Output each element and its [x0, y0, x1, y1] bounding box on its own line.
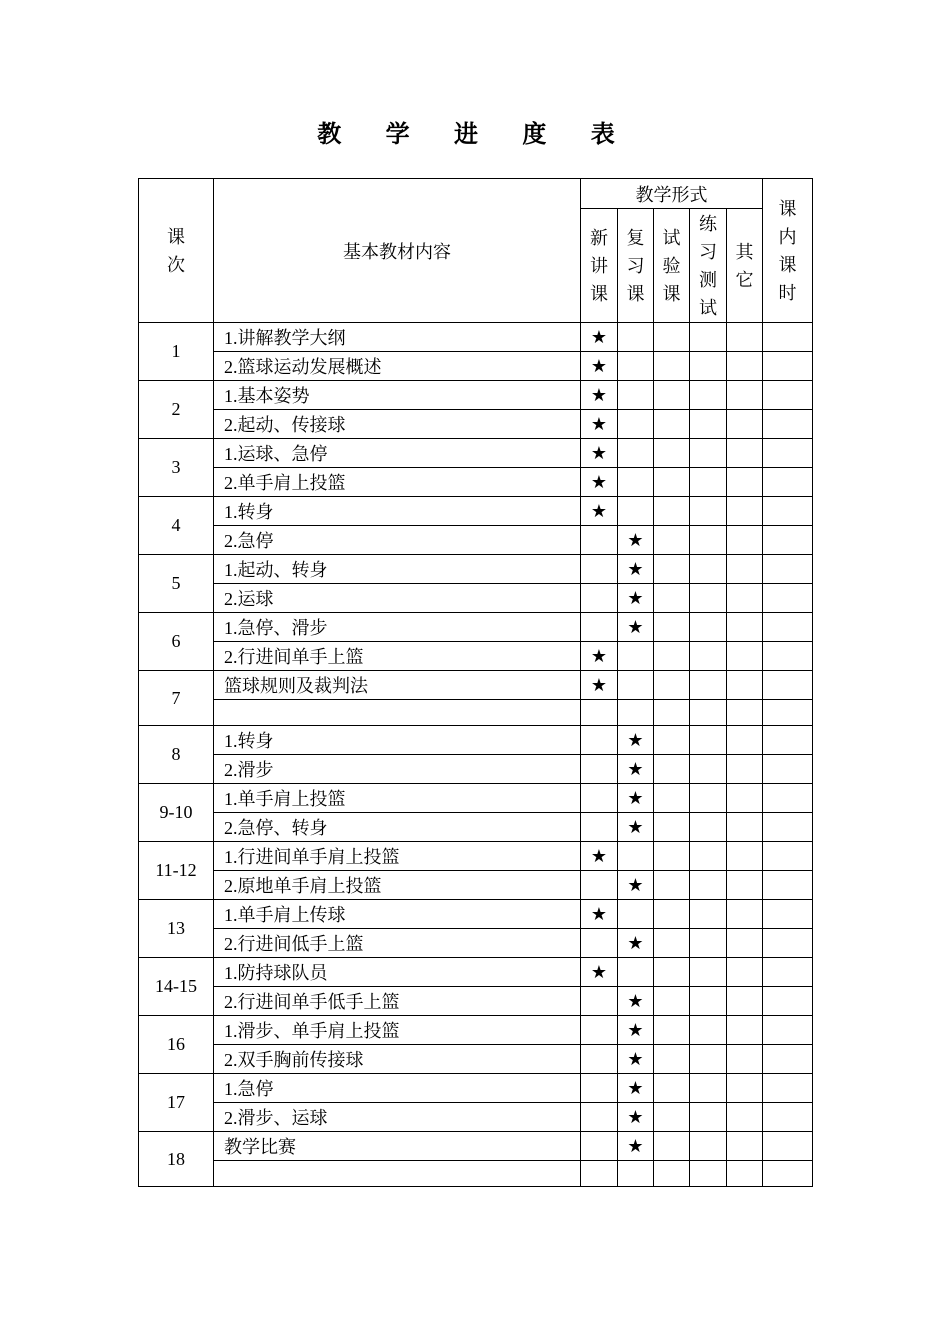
form-cell	[581, 726, 618, 755]
form-cell	[581, 784, 618, 813]
form-cell	[727, 784, 763, 813]
form-cell	[727, 987, 763, 1016]
form-cell	[727, 842, 763, 871]
table-row	[139, 842, 813, 871]
hours-cell	[763, 497, 813, 526]
star-mark-icon: ★	[581, 439, 618, 468]
lesson-content: 2.原地单手肩上投篮	[214, 871, 581, 900]
hours-cell	[763, 929, 813, 958]
form-cell	[690, 700, 727, 726]
form-cell	[618, 323, 654, 352]
form-cell	[727, 613, 763, 642]
form-cell	[654, 613, 690, 642]
hours-cell	[763, 958, 813, 987]
form-cell	[690, 1016, 727, 1045]
form-cell	[581, 1074, 618, 1103]
form-cell	[690, 468, 727, 497]
form-cell	[654, 381, 690, 410]
lesson-number: 1	[139, 323, 214, 381]
table-row	[139, 410, 813, 439]
hours-cell	[763, 987, 813, 1016]
star-mark-icon: ★	[581, 671, 618, 700]
star-mark-icon: ★	[618, 1103, 654, 1132]
lesson-number: 3	[139, 439, 214, 497]
star-mark-icon: ★	[618, 871, 654, 900]
hours-cell	[763, 613, 813, 642]
form-cell	[690, 755, 727, 784]
lesson-number: 6	[139, 613, 214, 671]
form-cell	[727, 726, 763, 755]
hours-cell	[763, 555, 813, 584]
lesson-content: 2.双手胸前传接球	[214, 1045, 581, 1074]
star-mark-icon: ★	[581, 410, 618, 439]
lesson-number: 4	[139, 497, 214, 555]
hours-cell	[763, 1132, 813, 1161]
form-cell	[690, 671, 727, 700]
lesson-number: 2	[139, 381, 214, 439]
lesson-content: 2.滑步	[214, 755, 581, 784]
form-cell	[727, 871, 763, 900]
hours-cell	[763, 584, 813, 613]
lesson-number: 9-10	[139, 784, 214, 842]
form-cell	[727, 468, 763, 497]
form-cell	[581, 755, 618, 784]
form-cell	[654, 410, 690, 439]
form-cell	[690, 1074, 727, 1103]
form-cell	[727, 1074, 763, 1103]
form-cell	[727, 584, 763, 613]
form-cell	[690, 526, 727, 555]
table-row	[139, 526, 813, 555]
lesson-content: 2.滑步、运球	[214, 1103, 581, 1132]
form-cell	[654, 842, 690, 871]
table-row	[139, 555, 813, 584]
form-cell	[654, 439, 690, 468]
form-cell	[654, 813, 690, 842]
form-cell	[581, 526, 618, 555]
star-mark-icon: ★	[618, 555, 654, 584]
form-cell	[581, 700, 618, 726]
form-cell	[618, 381, 654, 410]
star-mark-icon: ★	[581, 381, 618, 410]
lesson-content: 1.防持球队员	[214, 958, 581, 987]
table-row	[139, 871, 813, 900]
form-cell	[581, 1132, 618, 1161]
table-row	[139, 497, 813, 526]
hours-cell	[763, 842, 813, 871]
form-cell	[727, 671, 763, 700]
form-cell	[654, 929, 690, 958]
form-cell	[654, 468, 690, 497]
hours-cell	[763, 642, 813, 671]
lesson-number: 17	[139, 1074, 214, 1132]
form-cell	[690, 958, 727, 987]
form-cell	[618, 410, 654, 439]
lesson-content: 篮球规则及裁判法	[214, 671, 581, 700]
form-cell	[581, 1045, 618, 1074]
header-hours: 课 内 课 时	[763, 179, 813, 323]
form-cell	[690, 410, 727, 439]
header-form-other: 其 它	[727, 209, 763, 323]
form-cell	[690, 871, 727, 900]
form-cell	[690, 726, 727, 755]
star-mark-icon: ★	[581, 842, 618, 871]
hours-cell	[763, 410, 813, 439]
hours-cell	[763, 755, 813, 784]
form-cell	[690, 1103, 727, 1132]
form-cell	[654, 526, 690, 555]
table-row	[139, 1045, 813, 1074]
lesson-content: 1.运球、急停	[214, 439, 581, 468]
star-mark-icon: ★	[618, 584, 654, 613]
star-mark-icon: ★	[618, 1016, 654, 1045]
form-cell	[654, 784, 690, 813]
form-cell	[618, 497, 654, 526]
form-cell	[581, 929, 618, 958]
form-cell	[618, 958, 654, 987]
hours-cell	[763, 1074, 813, 1103]
table-row	[139, 381, 813, 410]
form-cell	[690, 842, 727, 871]
star-mark-icon: ★	[618, 987, 654, 1016]
form-cell	[654, 323, 690, 352]
hours-cell	[763, 468, 813, 497]
form-cell	[654, 642, 690, 671]
form-cell	[690, 987, 727, 1016]
form-cell	[654, 871, 690, 900]
form-cell	[727, 526, 763, 555]
star-mark-icon: ★	[618, 1045, 654, 1074]
form-cell	[654, 671, 690, 700]
form-cell	[727, 900, 763, 929]
lesson-number: 8	[139, 726, 214, 784]
form-cell	[654, 958, 690, 987]
table-row	[139, 784, 813, 813]
lesson-content	[214, 700, 581, 726]
form-cell	[654, 1074, 690, 1103]
star-mark-icon: ★	[581, 352, 618, 381]
table-row	[139, 584, 813, 613]
form-cell	[727, 700, 763, 726]
form-cell	[690, 813, 727, 842]
form-cell	[618, 352, 654, 381]
form-cell	[654, 584, 690, 613]
table-row	[139, 900, 813, 929]
form-cell	[727, 642, 763, 671]
star-mark-icon: ★	[618, 726, 654, 755]
lesson-content: 1.基本姿势	[214, 381, 581, 410]
hours-cell	[763, 700, 813, 726]
star-mark-icon: ★	[618, 613, 654, 642]
hours-cell	[763, 1103, 813, 1132]
lesson-content: 2.起动、传接球	[214, 410, 581, 439]
form-cell	[690, 642, 727, 671]
lesson-content: 2.运球	[214, 584, 581, 613]
hours-cell	[763, 439, 813, 468]
table-row	[139, 987, 813, 1016]
hours-cell	[763, 381, 813, 410]
page-title: 教 学 进 度 表	[317, 120, 633, 148]
lesson-content: 1.讲解教学大纲	[214, 323, 581, 352]
lesson-content: 1.起动、转身	[214, 555, 581, 584]
form-cell	[581, 613, 618, 642]
header-form-new-lecture: 新 讲 课	[581, 209, 618, 323]
form-cell	[581, 584, 618, 613]
table-row	[139, 352, 813, 381]
lesson-content: 1.单手肩上投篮	[214, 784, 581, 813]
star-mark-icon: ★	[618, 755, 654, 784]
form-cell	[727, 1045, 763, 1074]
lesson-content	[214, 1161, 581, 1187]
table-row	[139, 1161, 813, 1187]
form-cell	[690, 439, 727, 468]
lesson-content: 2.行进间低手上篮	[214, 929, 581, 958]
form-cell	[727, 1161, 763, 1187]
form-cell	[727, 381, 763, 410]
table-row	[139, 613, 813, 642]
star-mark-icon: ★	[618, 929, 654, 958]
form-cell	[690, 1045, 727, 1074]
form-cell	[727, 813, 763, 842]
form-cell	[654, 497, 690, 526]
star-mark-icon: ★	[618, 784, 654, 813]
star-mark-icon: ★	[618, 813, 654, 842]
lesson-content: 1.单手肩上传球	[214, 900, 581, 929]
lesson-number: 18	[139, 1132, 214, 1187]
star-mark-icon: ★	[581, 642, 618, 671]
hours-cell	[763, 784, 813, 813]
header-form-review: 复 习 课	[618, 209, 654, 323]
hours-cell	[763, 1016, 813, 1045]
form-cell	[654, 1161, 690, 1187]
form-cell	[727, 755, 763, 784]
lesson-content: 2.急停、转身	[214, 813, 581, 842]
form-cell	[690, 323, 727, 352]
form-cell	[727, 410, 763, 439]
form-cell	[727, 555, 763, 584]
form-cell	[654, 1132, 690, 1161]
lesson-content: 1.行进间单手肩上投篮	[214, 842, 581, 871]
form-cell	[690, 381, 727, 410]
lesson-content: 2.单手肩上投篮	[214, 468, 581, 497]
form-cell	[727, 323, 763, 352]
form-cell	[690, 900, 727, 929]
form-cell	[654, 352, 690, 381]
lesson-number: 14-15	[139, 958, 214, 1016]
star-mark-icon: ★	[581, 323, 618, 352]
table-row	[139, 1132, 813, 1161]
form-cell	[727, 352, 763, 381]
hours-cell	[763, 323, 813, 352]
table-row	[139, 958, 813, 987]
form-cell	[727, 497, 763, 526]
table-row	[139, 671, 813, 700]
form-cell	[618, 468, 654, 497]
table-row	[139, 929, 813, 958]
lesson-content: 1.急停	[214, 1074, 581, 1103]
star-mark-icon: ★	[581, 958, 618, 987]
table-row	[139, 1016, 813, 1045]
lesson-content: 1.转身	[214, 726, 581, 755]
form-cell	[618, 700, 654, 726]
form-cell	[581, 1103, 618, 1132]
star-mark-icon: ★	[618, 1074, 654, 1103]
form-cell	[654, 1103, 690, 1132]
header-form-experiment: 试 验 课	[654, 209, 690, 323]
form-cell	[654, 987, 690, 1016]
form-cell	[654, 700, 690, 726]
lesson-content: 教学比赛	[214, 1132, 581, 1161]
hours-cell	[763, 813, 813, 842]
form-cell	[581, 1016, 618, 1045]
form-cell	[618, 1161, 654, 1187]
form-cell	[581, 871, 618, 900]
lesson-number: 13	[139, 900, 214, 958]
form-cell	[618, 642, 654, 671]
form-cell	[654, 555, 690, 584]
form-cell	[654, 1045, 690, 1074]
hours-cell	[763, 671, 813, 700]
lesson-content: 2.篮球运动发展概述	[214, 352, 581, 381]
form-cell	[581, 987, 618, 1016]
form-cell	[727, 439, 763, 468]
form-cell	[690, 497, 727, 526]
table-row	[139, 439, 813, 468]
form-cell	[727, 958, 763, 987]
table-row	[139, 755, 813, 784]
lesson-number: 11-12	[139, 842, 214, 900]
form-cell	[690, 352, 727, 381]
schedule-table	[138, 178, 813, 1187]
form-cell	[654, 755, 690, 784]
hours-cell	[763, 352, 813, 381]
table-row	[139, 700, 813, 726]
hours-cell	[763, 526, 813, 555]
form-cell	[581, 1161, 618, 1187]
lesson-number: 16	[139, 1016, 214, 1074]
form-cell	[727, 929, 763, 958]
hours-cell	[763, 726, 813, 755]
table-row	[139, 1103, 813, 1132]
hours-cell	[763, 1161, 813, 1187]
table-row	[139, 642, 813, 671]
lesson-content: 2.行进间单手低手上篮	[214, 987, 581, 1016]
hours-cell	[763, 1045, 813, 1074]
lesson-content: 1.转身	[214, 497, 581, 526]
form-cell	[654, 726, 690, 755]
table-row	[139, 1074, 813, 1103]
header-lesson-no: 课 次	[139, 179, 214, 323]
lesson-content: 1.急停、滑步	[214, 613, 581, 642]
star-mark-icon: ★	[581, 497, 618, 526]
star-mark-icon: ★	[581, 900, 618, 929]
form-cell	[618, 671, 654, 700]
form-cell	[690, 929, 727, 958]
form-cell	[618, 842, 654, 871]
form-cell	[690, 784, 727, 813]
form-cell	[618, 439, 654, 468]
lesson-number: 7	[139, 671, 214, 726]
header-form-group: 教学形式	[581, 179, 763, 209]
star-mark-icon: ★	[581, 468, 618, 497]
form-cell	[690, 1161, 727, 1187]
form-cell	[690, 613, 727, 642]
form-cell	[690, 1132, 727, 1161]
star-mark-icon: ★	[618, 1132, 654, 1161]
hours-cell	[763, 871, 813, 900]
header-content: 基本教材内容	[214, 179, 581, 323]
table-row	[139, 726, 813, 755]
form-cell	[654, 1016, 690, 1045]
form-cell	[581, 813, 618, 842]
lesson-content: 1.滑步、单手肩上投篮	[214, 1016, 581, 1045]
form-cell	[654, 900, 690, 929]
header-form-practice-test: 练 习 测 试	[690, 209, 727, 323]
lesson-number: 5	[139, 555, 214, 613]
star-mark-icon: ★	[618, 526, 654, 555]
form-cell	[727, 1016, 763, 1045]
form-cell	[618, 900, 654, 929]
hours-cell	[763, 900, 813, 929]
table-row	[139, 323, 813, 352]
lesson-content: 2.急停	[214, 526, 581, 555]
table-row	[139, 813, 813, 842]
form-cell	[581, 555, 618, 584]
form-cell	[690, 584, 727, 613]
form-cell	[690, 555, 727, 584]
lesson-content: 2.行进间单手上篮	[214, 642, 581, 671]
table-row	[139, 468, 813, 497]
form-cell	[727, 1103, 763, 1132]
form-cell	[727, 1132, 763, 1161]
